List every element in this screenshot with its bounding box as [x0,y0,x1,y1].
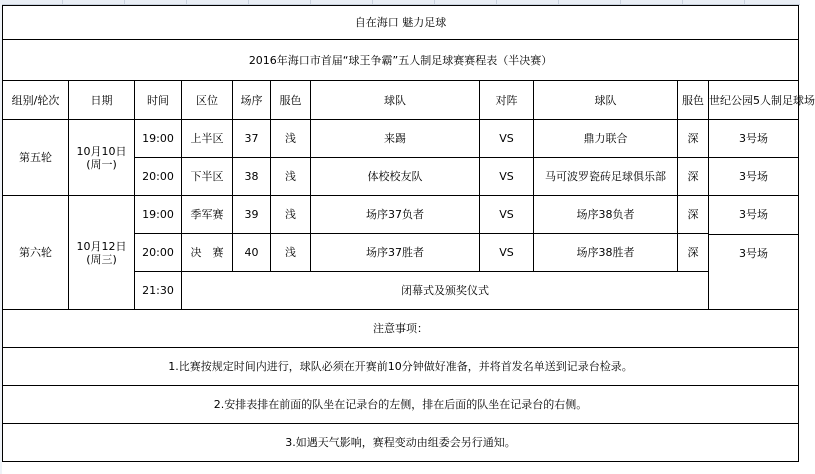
vs-cell[interactable]: VS [480,158,534,196]
header-vs[interactable]: 对阵 [480,81,534,120]
notes-heading[interactable]: 注意事项： [3,310,799,348]
table-row [3,196,799,234]
zone-cell[interactable]: 决 赛 [182,234,233,272]
color-cell[interactable]: 浅 [271,196,311,234]
ceremony-cell[interactable]: 闭幕式及颁奖仪式 [182,272,709,310]
header-color-1[interactable]: 服色 [271,81,311,120]
page-title[interactable]: 自在海口 魅力足球 [3,6,799,40]
team-cell[interactable]: 场序37胜者 [311,234,480,272]
header-time[interactable]: 时间 [135,81,182,120]
venue-cell[interactable]: 3号场 [709,120,799,158]
zone-cell[interactable]: 上半区 [182,120,233,158]
header-group-round[interactable]: 组别/轮次 [3,81,69,120]
team-cell[interactable]: 体校校友队 [311,158,480,196]
order-cell[interactable]: 38 [233,158,271,196]
venue-text: 3号场 [739,247,769,260]
table-row [3,120,799,158]
team-cell[interactable]: 来踢 [311,120,480,158]
date-text: 10月10日 [76,144,127,158]
time-cell[interactable]: 20:00 [135,234,182,272]
note-item[interactable]: 3.如遇天气影响，赛程变动由组委会另行通知。 [3,424,799,462]
schedule-table [2,5,815,462]
weekday-text: (周一) [86,157,117,171]
time-cell[interactable]: 21:30 [135,272,182,310]
order-cell[interactable]: 37 [233,120,271,158]
header-team-1[interactable]: 球队 [311,81,480,120]
header-team-2[interactable]: 球队 [534,81,678,120]
time-cell[interactable]: 20:00 [135,158,182,196]
venue-text: 3号场 [709,196,798,235]
header-color-2[interactable]: 服色 [678,81,709,120]
color-cell[interactable]: 深 [678,196,709,234]
team-cell[interactable]: 场序38负者 [534,196,678,234]
vs-cell[interactable]: VS [480,234,534,272]
venue-cell[interactable]: 3号场 [709,158,799,196]
order-cell[interactable]: 40 [233,234,271,272]
color-cell[interactable]: 浅 [271,234,311,272]
vs-cell[interactable]: VS [480,120,534,158]
team-cell[interactable]: 场序38胜者 [534,234,678,272]
color-cell[interactable]: 深 [678,120,709,158]
note-item[interactable]: 1.比赛按规定时间内进行，球队必须在开赛前10分钟做好准备，并将首发名单送到记录台检录。 [3,348,799,386]
team-cell[interactable]: 鼎力联合 [534,120,678,158]
date-text: 10月12日 [76,239,127,253]
note-item[interactable]: 2.安排表排在前面的队坐在记录台的左侧，排在后面的队坐在记录台的右侧。 [3,386,799,424]
team-cell[interactable]: 马可波罗瓷砖足球俱乐部 [534,158,678,196]
vs-cell[interactable]: VS [480,196,534,234]
time-cell[interactable]: 19:00 [135,196,182,234]
zone-cell[interactable]: 下半区 [182,158,233,196]
time-cell[interactable]: 19:00 [135,120,182,158]
weekday-text: (周三) [86,252,117,266]
color-cell[interactable]: 浅 [271,120,311,158]
header-zone[interactable]: 区位 [182,81,233,120]
team-cell[interactable]: 场序37负者 [311,196,480,234]
color-cell[interactable]: 深 [678,234,709,272]
date-cell[interactable] [69,120,135,196]
color-cell[interactable]: 深 [678,158,709,196]
date-cell[interactable] [69,196,135,310]
color-cell[interactable]: 浅 [271,158,311,196]
venue-cell[interactable] [709,196,799,310]
header-date[interactable]: 日期 [69,81,135,120]
header-venue[interactable]: 世纪公园5人制足球场 [709,81,799,120]
schedule-subtitle[interactable]: 2016年海口市首届“球王争霸”五人制足球赛赛程表（半决赛） [3,40,799,81]
round-cell[interactable]: 第六轮 [3,196,69,310]
order-cell[interactable]: 39 [233,196,271,234]
header-order[interactable]: 场序 [233,81,271,120]
zone-cell[interactable]: 季军赛 [182,196,233,234]
round-cell[interactable]: 第五轮 [3,120,69,196]
header-row [3,81,799,120]
